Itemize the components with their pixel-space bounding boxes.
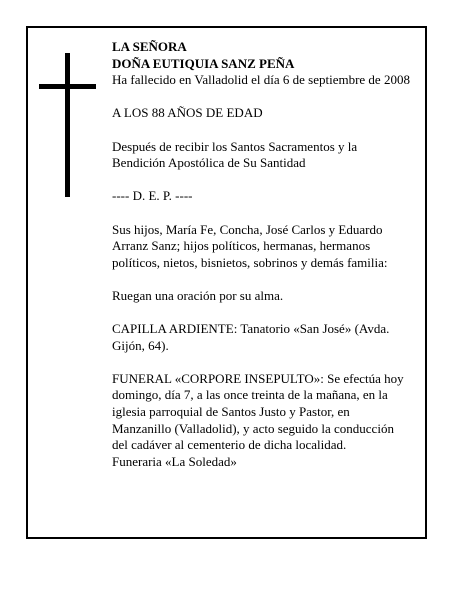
cross-icon-bar	[39, 84, 96, 89]
cross-icon	[65, 53, 70, 197]
family-statement: Sus hijos, María Fe, Concha, José Carlos y Eduardo Arranz Sanz; hijos políticos, hermanas, hermanos políticos, nietos, bisnietos, sobrinos y demás familia:	[112, 221, 388, 270]
deceased-name: DOÑA EUTIQUIA SANZ PEÑA	[112, 55, 295, 71]
funeral-info: FUNERAL «CORPORE INSEPULTO»: Se efectúa hoy domingo, día 7, a las once treinta de la mañana, en la iglesia parroquial de Santos Justo y Pastor, en Manzanillo (Valladolid), y acto seguido la conducción del cadáver al cementerio de dicha localidad.	[112, 370, 404, 453]
prayer-request: Ruegan una oración por su alma.	[112, 287, 284, 303]
obituary-text-block	[112, 39, 412, 470]
death-statement: Ha fallecido en Valladolid el día 6 de septiembre de 2008	[112, 72, 410, 88]
sacraments-statement: Después de recibir los Santos Sacramentos y la Bendición Apostólica de Su Santidad	[112, 138, 358, 171]
funeral-home: Funeraria «La Soledad»	[112, 453, 237, 469]
age-statement: A LOS 88 AÑOS DE EDAD	[112, 105, 263, 121]
chapel-info: CAPILLA ARDIENTE: Tanatorio «San José» (Avda. Gijón, 64).	[112, 321, 390, 353]
rip-line: ---- D. E. P. ----	[112, 188, 193, 204]
deceased-title: LA SEÑORA	[112, 39, 187, 54]
